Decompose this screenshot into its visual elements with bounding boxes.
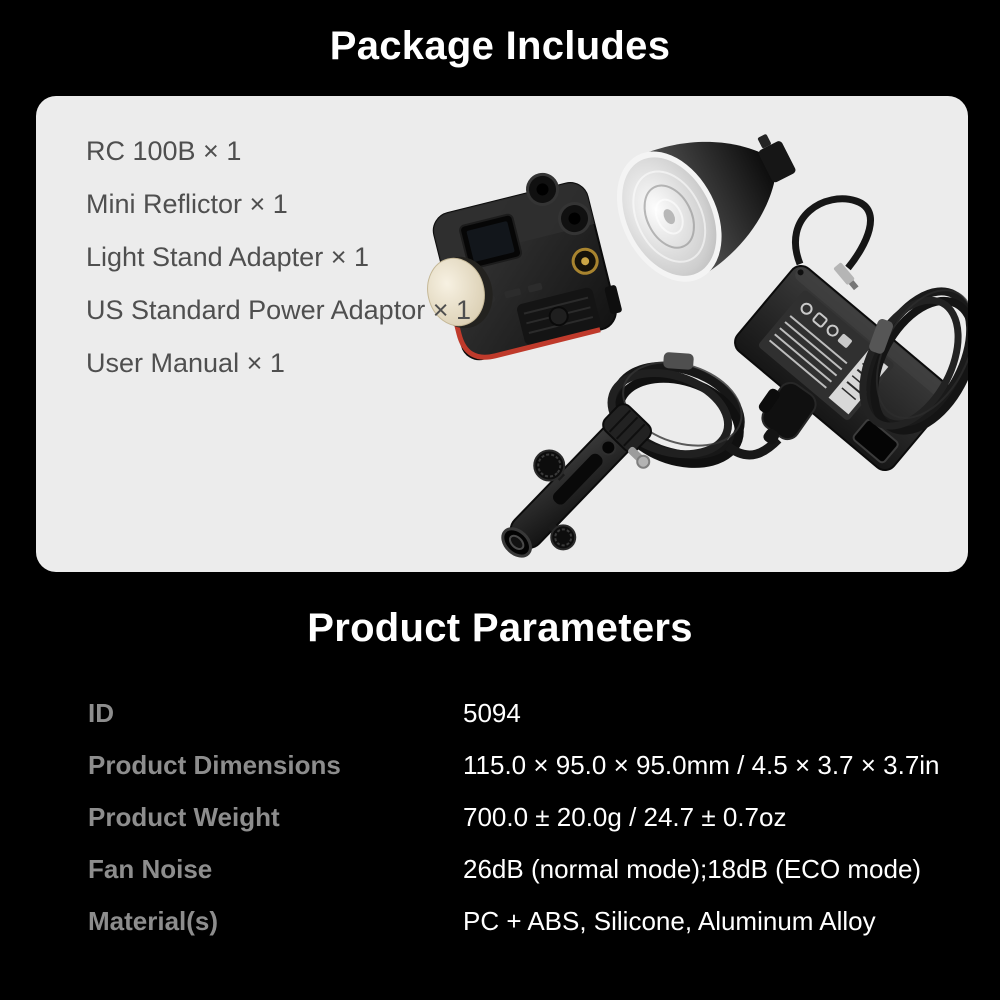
parameter-label: Product Weight [88,801,280,832]
parameter-label: Product Dimensions [88,749,341,780]
package-item: User Manual × 1 [86,348,285,378]
package-item: Mini Reflictor × 1 [86,189,288,219]
parameter-value: PC + ABS, Silicone, Aluminum Alloy [463,905,876,936]
parameter-value: 5094 [463,697,521,728]
stand-adapter-illustration [477,385,669,572]
parameter-row [88,895,988,947]
parameter-label: Fan Noise [88,853,213,884]
parameter-label: ID [88,697,114,728]
parameter-label: Material(s) [88,905,219,936]
package-item: US Standard Power Adaptor × 1 [86,295,471,325]
product-parameters-title: Product Parameters [307,606,693,650]
parameter-value: 700.0 ± 20.0g / 24.7 ± 0.7oz [463,801,787,832]
package-card [36,96,968,572]
parameter-row [88,739,988,791]
parameter-row [88,843,988,895]
package-includes-title: Package Includes [329,24,671,68]
package-item-list [86,136,471,378]
parameter-value: 115.0 × 95.0 × 95.0mm / 4.5 × 3.7 × 3.7in [463,749,940,780]
parameter-value: 26dB (normal mode);18dB (ECO mode) [463,853,922,884]
mini-reflector-illustration [596,96,820,299]
parameter-row [88,687,988,739]
package-item: RC 100B × 1 [86,136,242,166]
package-item: Light Stand Adapter × 1 [86,242,369,272]
parameters-table [88,687,988,947]
parameter-row [88,791,988,843]
